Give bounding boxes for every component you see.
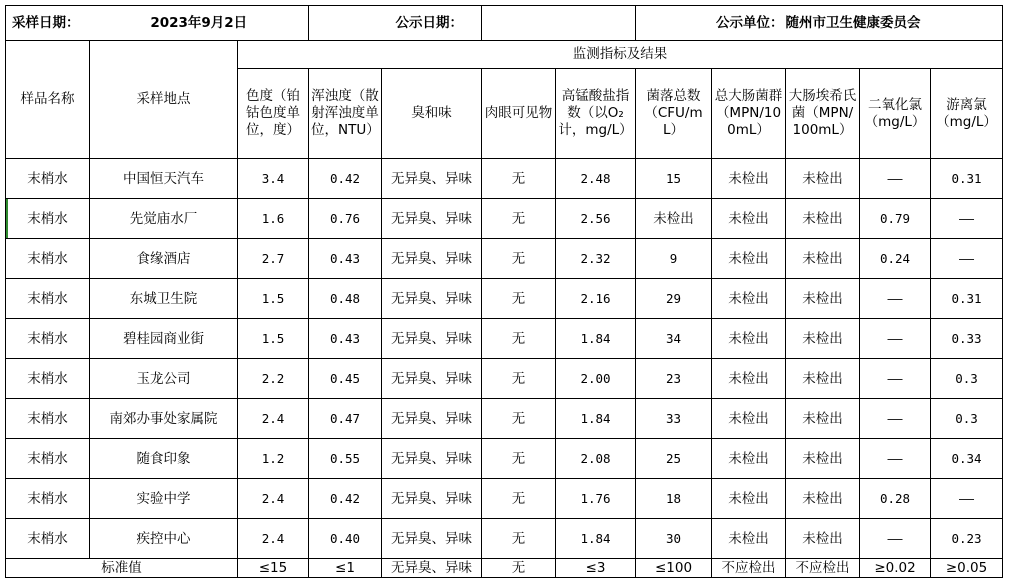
cell-odor[interactable]: 无异臭、异味 xyxy=(382,159,482,199)
cell-coliform[interactable]: 未检出 xyxy=(712,439,786,479)
standard-row xyxy=(6,559,1003,578)
cell-sample-name[interactable]: 末梢水 xyxy=(6,319,90,359)
cell-color[interactable]: 2.4 xyxy=(238,399,309,439)
cell-sample-site[interactable]: 南郊办事处家属院 xyxy=(90,399,238,439)
cell-permanganate[interactable]: 1.84 xyxy=(556,319,636,359)
publisher-label[interactable]: 公示单位： xyxy=(636,6,786,41)
cell-sample-name[interactable]: 末梢水 xyxy=(6,279,90,319)
table-row xyxy=(6,319,1003,359)
cell-coliform[interactable]: 未检出 xyxy=(712,319,786,359)
cell-sample-site[interactable]: 先觉庙水厂 xyxy=(90,199,238,239)
table-row xyxy=(6,359,1003,399)
cell-colony[interactable]: 15 xyxy=(636,159,712,199)
cell-turbidity[interactable]: 0.43 xyxy=(309,319,382,359)
table-row xyxy=(6,519,1003,559)
cell-sample-site[interactable]: 疾控中心 xyxy=(90,519,238,559)
cell-color[interactable]: 2.2 xyxy=(238,359,309,399)
cell-permanganate[interactable]: 2.16 xyxy=(556,279,636,319)
cell-ecoli[interactable]: 未检出 xyxy=(786,399,860,439)
cell-color[interactable]: 2.7 xyxy=(238,239,309,279)
cell-sample-name[interactable]: 末梢水 xyxy=(6,439,90,479)
sample-date-label[interactable]: 采样日期： xyxy=(6,6,90,41)
cell-sample-name[interactable]: 末梢水 xyxy=(6,479,90,519)
cell-visible[interactable]: 无 xyxy=(482,359,556,399)
cell-colony[interactable]: 30 xyxy=(636,519,712,559)
cell-free-chlorine[interactable]: 0.31 xyxy=(931,279,1003,319)
cell-odor[interactable]: 无异臭、异味 xyxy=(382,359,482,399)
cell-turbidity[interactable]: 0.55 xyxy=(309,439,382,479)
cell-permanganate[interactable]: 1.84 xyxy=(556,399,636,439)
cell-ecoli[interactable]: 未检出 xyxy=(786,519,860,559)
cell-free-chlorine[interactable]: 0.34 xyxy=(931,439,1003,479)
col-color[interactable]: 色度（铂钴色度单位，度） xyxy=(238,69,309,159)
cell-color[interactable]: 1.2 xyxy=(238,439,309,479)
group-header-row xyxy=(6,41,1003,69)
cell-coliform[interactable]: 未检出 xyxy=(712,519,786,559)
cell-odor[interactable]: 无异臭、异味 xyxy=(382,519,482,559)
cell-colony[interactable]: 23 xyxy=(636,359,712,399)
standard-free-chlorine[interactable]: ≥0.05 xyxy=(931,559,1003,578)
cell-visible[interactable]: 无 xyxy=(482,199,556,239)
table-row xyxy=(6,199,1003,239)
cell-free-chlorine[interactable]: —— xyxy=(931,199,1003,239)
cell-chlorine-dioxide[interactable]: —— xyxy=(860,359,931,399)
results-sheet xyxy=(5,5,1003,578)
cell-coliform[interactable]: 未检出 xyxy=(712,399,786,439)
cell-sample-name[interactable]: 末梢水 xyxy=(6,199,90,239)
standard-odor[interactable]: 无异臭、异味 xyxy=(382,559,482,578)
cell-turbidity[interactable]: 0.47 xyxy=(309,399,382,439)
cell-odor[interactable]: 无异臭、异味 xyxy=(382,479,482,519)
cell-turbidity[interactable]: 0.42 xyxy=(309,479,382,519)
standard-ecoli[interactable]: 不应检出 xyxy=(786,559,860,578)
standard-color[interactable]: ≤15 xyxy=(238,559,309,578)
cell-ecoli[interactable]: 未检出 xyxy=(786,319,860,359)
table-row xyxy=(6,279,1003,319)
col-colony[interactable]: 菌落总数（CFU/mL） xyxy=(636,69,712,159)
cell-chlorine-dioxide[interactable]: —— xyxy=(860,279,931,319)
cell-free-chlorine[interactable]: 0.33 xyxy=(931,319,1003,359)
cell-free-chlorine[interactable]: 0.3 xyxy=(931,359,1003,399)
cell-permanganate[interactable]: 2.00 xyxy=(556,359,636,399)
cell-coliform[interactable]: 未检出 xyxy=(712,479,786,519)
cell-ecoli[interactable]: 未检出 xyxy=(786,239,860,279)
cell-ecoli[interactable]: 未检出 xyxy=(786,159,860,199)
table-row xyxy=(6,439,1003,479)
publisher-value[interactable]: 随州市卫生健康委员会 xyxy=(786,6,1003,41)
cell-sample-site[interactable]: 中国恒天汽车 xyxy=(90,159,238,199)
publish-date-label[interactable]: 公示日期： xyxy=(309,6,482,41)
cell-visible[interactable]: 无 xyxy=(482,279,556,319)
cell-permanganate[interactable]: 1.84 xyxy=(556,519,636,559)
cell-free-chlorine[interactable]: 0.31 xyxy=(931,159,1003,199)
cell-sample-site[interactable]: 碧桂园商业街 xyxy=(90,319,238,359)
cell-visible[interactable]: 无 xyxy=(482,319,556,359)
cell-color[interactable]: 1.6 xyxy=(238,199,309,239)
cell-chlorine-dioxide[interactable]: 0.24 xyxy=(860,239,931,279)
cell-sample-site[interactable]: 东城卫生院 xyxy=(90,279,238,319)
cell-coliform[interactable]: 未检出 xyxy=(712,159,786,199)
table-row xyxy=(6,399,1003,439)
col-turbidity[interactable]: 浑浊度（散射浑浊度单位，NTU） xyxy=(309,69,382,159)
cell-color[interactable]: 3.4 xyxy=(238,159,309,199)
col-permanganate[interactable]: 高锰酸盐指数（以O₂计，mg/L） xyxy=(556,69,636,159)
cell-ecoli[interactable]: 未检出 xyxy=(786,199,860,239)
cell-chlorine-dioxide[interactable]: —— xyxy=(860,519,931,559)
col-group-title[interactable]: 监测指标及结果 xyxy=(238,41,1003,69)
cell-permanganate[interactable]: 2.56 xyxy=(556,199,636,239)
cell-color[interactable]: 2.4 xyxy=(238,479,309,519)
col-odor[interactable]: 臭和味 xyxy=(382,69,482,159)
cell-colony[interactable]: 25 xyxy=(636,439,712,479)
cell-visible[interactable]: 无 xyxy=(482,479,556,519)
cell-odor[interactable]: 无异臭、异味 xyxy=(382,199,482,239)
cell-chlorine-dioxide[interactable]: 0.79 xyxy=(860,199,931,239)
col-visible[interactable]: 肉眼可见物 xyxy=(482,69,556,159)
col-sample-name[interactable]: 样品名称 xyxy=(6,41,90,159)
cell-odor[interactable]: 无异臭、异味 xyxy=(382,439,482,479)
sample-date-value[interactable]: 2023年9月2日 xyxy=(90,6,309,41)
standard-visible[interactable]: 无 xyxy=(482,559,556,578)
cell-colony[interactable]: 9 xyxy=(636,239,712,279)
cell-sample-site[interactable]: 实验中学 xyxy=(90,479,238,519)
cell-free-chlorine[interactable]: 0.3 xyxy=(931,399,1003,439)
standard-label[interactable]: 标准值 xyxy=(6,559,238,578)
cell-ecoli[interactable]: 未检出 xyxy=(786,279,860,319)
cell-color[interactable]: 1.5 xyxy=(238,319,309,359)
cell-color[interactable]: 1.5 xyxy=(238,279,309,319)
standard-permanganate[interactable]: ≤3 xyxy=(556,559,636,578)
cell-chlorine-dioxide[interactable]: —— xyxy=(860,159,931,199)
cell-visible[interactable]: 无 xyxy=(482,159,556,199)
cell-odor[interactable]: 无异臭、异味 xyxy=(382,239,482,279)
cell-chlorine-dioxide[interactable]: —— xyxy=(860,319,931,359)
col-coliform[interactable]: 总大肠菌群（MPN/100mL） xyxy=(712,69,786,159)
cell-visible[interactable]: 无 xyxy=(482,439,556,479)
col-ecoli[interactable]: 大肠埃希氏菌（MPN/100mL） xyxy=(786,69,860,159)
col-free-chlorine[interactable]: 游离氯（mg/L） xyxy=(931,69,1003,159)
cell-free-chlorine[interactable]: —— xyxy=(931,239,1003,279)
cell-turbidity[interactable]: 0.43 xyxy=(309,239,382,279)
header-row xyxy=(6,6,1003,41)
cell-coliform[interactable]: 未检出 xyxy=(712,239,786,279)
cell-ecoli[interactable]: 未检出 xyxy=(786,359,860,399)
cell-chlorine-dioxide[interactable]: —— xyxy=(860,399,931,439)
standard-colony[interactable]: ≤100 xyxy=(636,559,712,578)
cell-free-chlorine[interactable]: 0.23 xyxy=(931,519,1003,559)
standard-chlorine-dioxide[interactable]: ≥0.02 xyxy=(860,559,931,578)
cell-free-chlorine[interactable]: —— xyxy=(931,479,1003,519)
cell-sample-name[interactable]: 末梢水 xyxy=(6,239,90,279)
table-row xyxy=(6,239,1003,279)
cell-permanganate[interactable]: 2.08 xyxy=(556,439,636,479)
cell-colony[interactable]: 29 xyxy=(636,279,712,319)
cell-color[interactable]: 2.4 xyxy=(238,519,309,559)
cell-sample-site[interactable]: 食缘酒店 xyxy=(90,239,238,279)
cell-turbidity[interactable]: 0.40 xyxy=(309,519,382,559)
table-row xyxy=(6,159,1003,199)
cell-odor[interactable]: 无异臭、异味 xyxy=(382,279,482,319)
cell-colony[interactable]: 未检出 xyxy=(636,199,712,239)
cell-ecoli[interactable]: 未检出 xyxy=(786,439,860,479)
col-chlorine-dioxide[interactable]: 二氧化氯（mg/L） xyxy=(860,69,931,159)
cell-turbidity[interactable]: 0.42 xyxy=(309,159,382,199)
cell-ecoli[interactable]: 未检出 xyxy=(786,479,860,519)
cell-colony[interactable]: 33 xyxy=(636,399,712,439)
cell-permanganate[interactable]: 1.76 xyxy=(556,479,636,519)
cell-odor[interactable]: 无异臭、异味 xyxy=(382,399,482,439)
cell-odor[interactable]: 无异臭、异味 xyxy=(382,319,482,359)
cell-chlorine-dioxide[interactable]: —— xyxy=(860,439,931,479)
cell-sample-name[interactable]: 末梢水 xyxy=(6,159,90,199)
cell-chlorine-dioxide[interactable]: 0.28 xyxy=(860,479,931,519)
cell-colony[interactable]: 18 xyxy=(636,479,712,519)
publish-date-value[interactable] xyxy=(482,6,636,41)
cell-sample-name[interactable]: 末梢水 xyxy=(6,399,90,439)
cell-coliform[interactable]: 未检出 xyxy=(712,279,786,319)
table-row xyxy=(6,479,1003,519)
cell-visible[interactable]: 无 xyxy=(482,519,556,559)
cell-turbidity[interactable]: 0.48 xyxy=(309,279,382,319)
cell-colony[interactable]: 34 xyxy=(636,319,712,359)
cell-turbidity[interactable]: 0.76 xyxy=(309,199,382,239)
cell-sample-site[interactable]: 玉龙公司 xyxy=(90,359,238,399)
water-quality-table xyxy=(5,5,1003,578)
cell-sample-site[interactable]: 随食印象 xyxy=(90,439,238,479)
cell-sample-name[interactable]: 末梢水 xyxy=(6,359,90,399)
cell-visible[interactable]: 无 xyxy=(482,239,556,279)
cell-permanganate[interactable]: 2.32 xyxy=(556,239,636,279)
standard-turbidity[interactable]: ≤1 xyxy=(309,559,382,578)
cell-visible[interactable]: 无 xyxy=(482,399,556,439)
col-sample-site[interactable]: 采样地点 xyxy=(90,41,238,159)
cell-coliform[interactable]: 未检出 xyxy=(712,199,786,239)
cell-turbidity[interactable]: 0.45 xyxy=(309,359,382,399)
cell-permanganate[interactable]: 2.48 xyxy=(556,159,636,199)
standard-coliform[interactable]: 不应检出 xyxy=(712,559,786,578)
cell-sample-name[interactable]: 末梢水 xyxy=(6,519,90,559)
cell-coliform[interactable]: 未检出 xyxy=(712,359,786,399)
